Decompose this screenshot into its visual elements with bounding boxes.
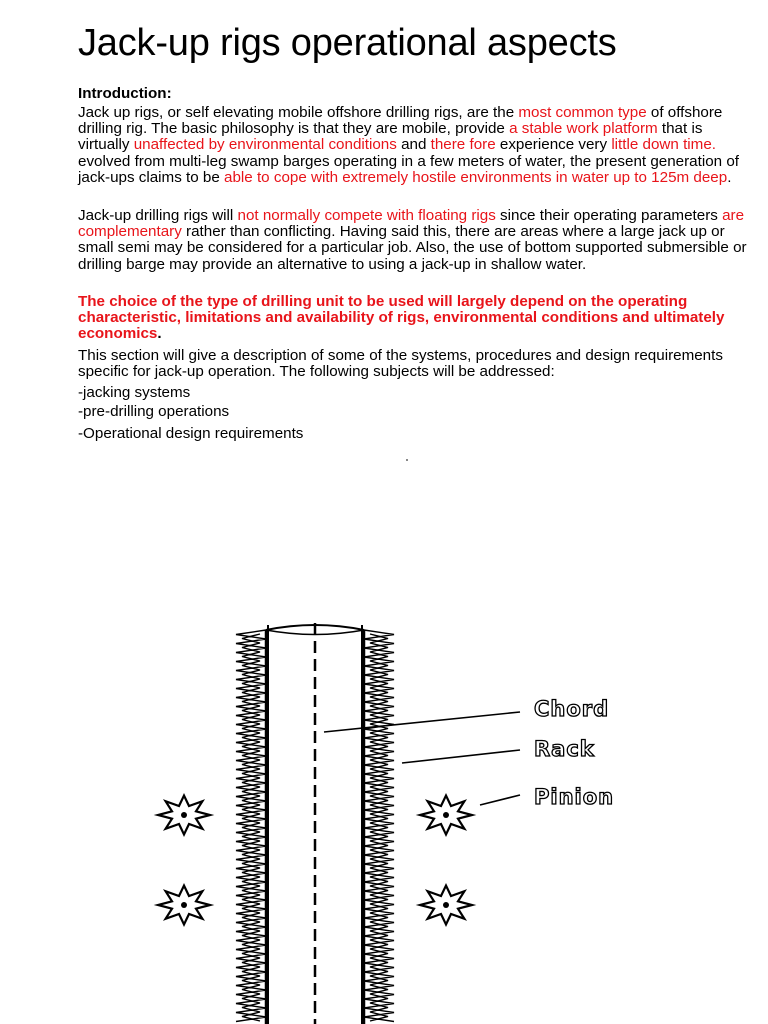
paragraph-floating-rigs: [78, 208, 750, 273]
pinion-label: Pinion: [534, 785, 615, 809]
highlighted-text: able to cope with extremely hostile environments in water up to 125m deep: [224, 168, 728, 186]
chord-label: Chord: [534, 697, 610, 721]
pinion-gear: [420, 886, 472, 925]
list-item: -Operational design requirements: [78, 425, 304, 442]
pinion-gear: [158, 796, 210, 835]
statement-period: .: [157, 325, 162, 343]
highlighted-text: are complementary: [78, 207, 745, 241]
paragraph-drilling-unit-choice: [78, 294, 750, 343]
section-heading: Introduction:: [78, 85, 172, 102]
text-segment: that is virtually: [78, 120, 703, 154]
text-segment: experience very: [495, 136, 612, 154]
highlighted-text: most common type: [518, 104, 647, 121]
highlighted-text: a stable work platform: [509, 120, 658, 138]
highlighted-text: unaffected by environmental conditions: [133, 136, 397, 154]
rack-label: Rack: [534, 737, 595, 761]
highlighted-text: little down time.: [611, 136, 716, 154]
text-segment: .: [727, 168, 732, 186]
text-segment: Jack-up drilling rigs will: [78, 207, 238, 224]
text-segment: rather than conflicting. Having said this, there are areas where a large jack up or small semi may be considered for a particular job. Also, the use of bottom supported submersible or drilling barge may provide an alternative to using a jack-up in shallow water.: [78, 223, 747, 273]
right-rack-teeth: [364, 630, 394, 1022]
rack-leader-line: [402, 750, 520, 763]
list-item: -pre-drilling operations: [78, 403, 230, 420]
text-segment: Jack up rigs, or self elevating mobile offshore drilling rigs, are the: [78, 104, 519, 121]
pinion-leader-line: [480, 795, 520, 805]
left-rack-teeth: [236, 630, 266, 1022]
highlighted-text: there fore: [430, 136, 496, 154]
pinion-gear: [420, 796, 472, 835]
text-segment: evolved from multi-leg swamp barges operating in a few meters of water, the present generation of jack-ups claims to be: [78, 152, 739, 186]
page-title: Jack-up rigs operational aspects: [78, 22, 617, 64]
highlighted-statement: The choice of the type of drilling unit to be used will largely depend on the operating characteristic, limitations and availability of rigs, environmental conditions and ultimately economics: [78, 293, 725, 343]
paragraph-section-overview: This section will give a description of some of the systems, procedures and design requirements specific for jack-up operation. The following subjects will be addressed:: [78, 347, 723, 381]
stray-dot: [406, 459, 408, 461]
pinion-gear: [158, 886, 210, 925]
text-segment: of offshore drilling rig. The basic philosophy is that they are mobile, provide: [78, 104, 723, 138]
text-segment: and: [396, 136, 431, 154]
highlighted-text: not normally compete with floating rigs: [237, 207, 496, 224]
rack-pinion-diagram: [140, 615, 680, 1024]
text-segment: since their operating parameters: [495, 207, 723, 224]
paragraph-introduction: [78, 105, 750, 186]
chord-leader-line: [324, 712, 520, 732]
list-item: -jacking systems: [78, 384, 191, 401]
